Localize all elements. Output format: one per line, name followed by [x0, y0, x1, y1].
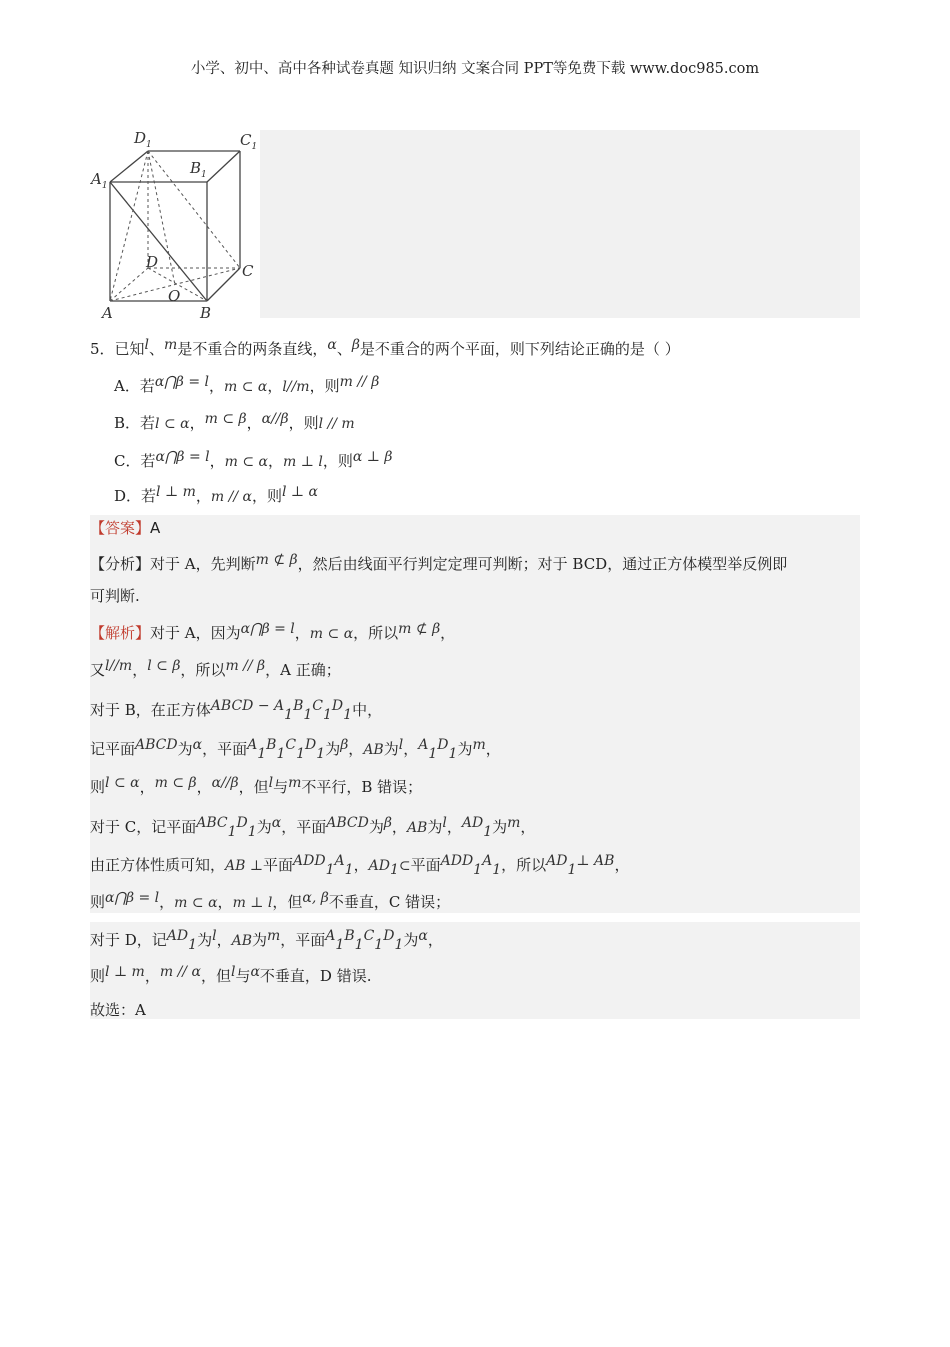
label-A: A — [102, 304, 113, 320]
question-stem: 5．已知l、m是不重合的两条直线，α、β是不重合的两个平面，则下列结论正确的是（ ） — [90, 337, 680, 358]
solution-block-2 — [90, 922, 860, 1019]
label-D: D — [146, 253, 159, 271]
solution-line-11: 故选：A — [90, 1001, 146, 1019]
solution-line-5: 则l ⊂ α，m ⊂ β，α//β，但l与m不平行，B 错误； — [90, 775, 423, 796]
option-c: C．若α⋂β = l，m ⊂ α，m ⊥ l，则α ⊥ β — [114, 449, 393, 470]
option-d: D．若l ⊥ m，m // α，则l ⊥ α — [114, 484, 318, 505]
option-b: B．若l ⊂ α，m ⊂ β，α//β，则l // m — [114, 411, 355, 432]
label-C1: $C_1$ — [240, 131, 258, 152]
solution-line-6: 对于 C，记平面$ABC_1D_1$为α，平面ABCD为β，AB为l，$AD_1$为m， — [90, 815, 536, 840]
edge-C1B1 — [207, 151, 240, 182]
page-header: 小学、初中、高中各种试卷真题 知识归纳 文案合同 PPT等免费下载 www.doc985.com — [190, 61, 760, 77]
solution-line-2: 又l//m，l ⊂ β，所以m // β，A 正确； — [90, 658, 341, 679]
solution-block — [90, 515, 860, 913]
label-B1: $B_1$ — [190, 159, 207, 180]
solution-line-10: 则l ⊥ m，m // α，但l与α不垂直，D 错误. — [90, 964, 372, 985]
option-a: A．若α⋂β = l，m ⊂ α，l//m，则m // β — [114, 374, 380, 395]
analysis-line-2: 可判断. — [90, 587, 140, 605]
edge-BC — [207, 268, 240, 301]
solution-line-8: 则α⋂β = l，m ⊂ α，m ⊥ l，但α, β不垂直，C 错误； — [90, 890, 451, 911]
figure-area — [90, 128, 860, 320]
label-D1: $D_1$ — [134, 129, 152, 150]
solution-line-4: 记平面ABCD为α，平面$A_1B_1C_1D_1$为β，AB为l，$A_1D_1$为m， — [90, 737, 501, 762]
label-A1: $A_1$ — [91, 170, 108, 191]
answer-line: 【答案】A — [90, 519, 161, 537]
solution-line-9: 对于 D，记$AD_1$为l，AB为m，平面$A_1B_1C_1D_1$为α， — [90, 928, 443, 953]
label-C: C — [242, 262, 254, 280]
solution-line-1: 【解析】对于 A，因为α⋂β = l，m ⊂ α，所以m ⊄ β， — [90, 621, 456, 642]
edge-A1D1 — [110, 151, 148, 182]
cube-figure — [90, 128, 265, 320]
solution-line-3: 对于 B，在正方体ABCD − $A_1B_1C_1D_1$中， — [90, 698, 383, 723]
label-O: O — [168, 287, 181, 305]
line-D1A — [110, 151, 148, 301]
label-B: B — [200, 304, 212, 320]
analysis-line-1: 【分析】对于 A，先判断m ⊄ β，然后由线面平行判定定理可判断；对于 BCD，通过正方体模型举反例即 — [90, 552, 788, 573]
diagonal-A1B — [110, 182, 207, 301]
solution-line-7: 由正方体性质可知，AB ⊥平面$ADD_1A_1$，$AD_1\subset$平面$ADD_1A_1$，所以$AD_1\perp$ AB， — [90, 853, 630, 878]
figure-grey-band — [258, 130, 860, 318]
